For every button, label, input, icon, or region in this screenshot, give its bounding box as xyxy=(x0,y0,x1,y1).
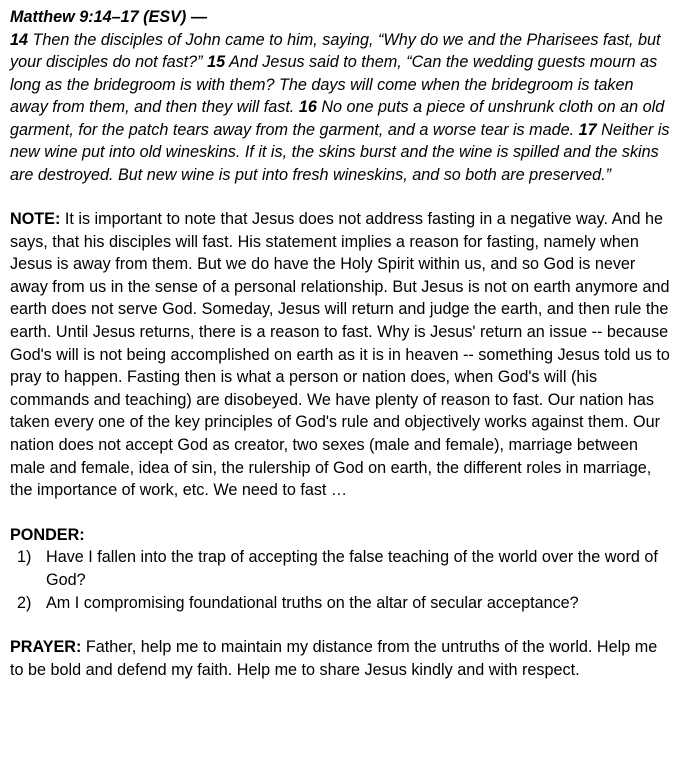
ponder-section xyxy=(10,524,670,614)
prayer-label: PRAYER: xyxy=(10,638,82,657)
ponder-label: PONDER: xyxy=(10,525,85,544)
ponder-item-number: 2) xyxy=(17,593,32,612)
verse-number: 17 xyxy=(578,120,597,139)
note-label: NOTE: xyxy=(10,210,61,228)
ponder-item xyxy=(10,592,670,615)
verse-number: 14 xyxy=(10,30,29,49)
verse-text: And Jesus said to them, “Can the wedding guests mourn as long as the bridegroom is with them? The days will come when the bridegroom is taken away from them, and then they will fast. xyxy=(10,53,658,116)
ponder-list xyxy=(10,546,670,614)
prayer-text: Father, help me to maintain my distance from the untruths of the world. Help me to be bold and defend my faith. Help me to share Jesus kindly and with respect. xyxy=(10,638,658,679)
verse-number: 15 xyxy=(207,53,226,71)
scripture-passage xyxy=(10,6,670,186)
verse-text: Then the disciples of John came to him, saying, “Why do we and the Pharisees fast, but your disciples do not fast?” xyxy=(10,30,661,71)
scripture-reference: Matthew 9:14–17 (ESV) — xyxy=(10,8,208,26)
ponder-item-text: Am I compromising foundational truths on the altar of secular acceptance? xyxy=(46,593,579,612)
verse-text: No one puts a piece of unshrunk cloth on an old garment, for the patch tears away from the garment, and a worse tear is made. xyxy=(10,98,665,139)
ponder-item-number: 1) xyxy=(17,548,32,567)
verse-text: Neither is new wine put into old wineskins. If it is, the skins burst and the wine is spilled and the skins are destroyed. But new wine is put into fresh wineskins, and so both are preserved.” xyxy=(10,120,670,184)
scripture-text xyxy=(10,29,670,187)
verse-number: 16 xyxy=(298,98,317,116)
ponder-item xyxy=(10,546,670,591)
ponder-item-text: Have I fallen into the trap of accepting the false teaching of the world over the word of God? xyxy=(46,548,658,589)
prayer-paragraph xyxy=(10,636,670,681)
note-text: It is important to note that Jesus does not address fasting in a negative way. And he says, that his disciples will fast. His statement implies a reason for fasting, namely when Jesus is away from them. But we do have the Holy Spirit within us, and so God is never away from us in the sense of a personal relationship. But Jesus is not on earth anymore and earth does not serve God. Someday, Jesus will return and judge the earth, and then rule the earth. Until Jesus returns, there is a reason to fast. Why is Jesus' return an issue -- because God's will is not being accomplished on earth as it is in heaven -- something Jesus told us to pray to happen. Fasting then is what a person or nation does, when God's will (his commands and teaching) are disobeyed. We have plenty of reason to fast. Our nation has taken every one of the key principles of God's rule and objectively works against them. Our nation does not accept God as creator, two sexes (male and female), marriage between male and female, idea of sin, the rulership of God on earth, the different roles in marriage, the importance of work, etc. We need to fast … xyxy=(10,210,670,500)
note-paragraph xyxy=(10,208,670,502)
